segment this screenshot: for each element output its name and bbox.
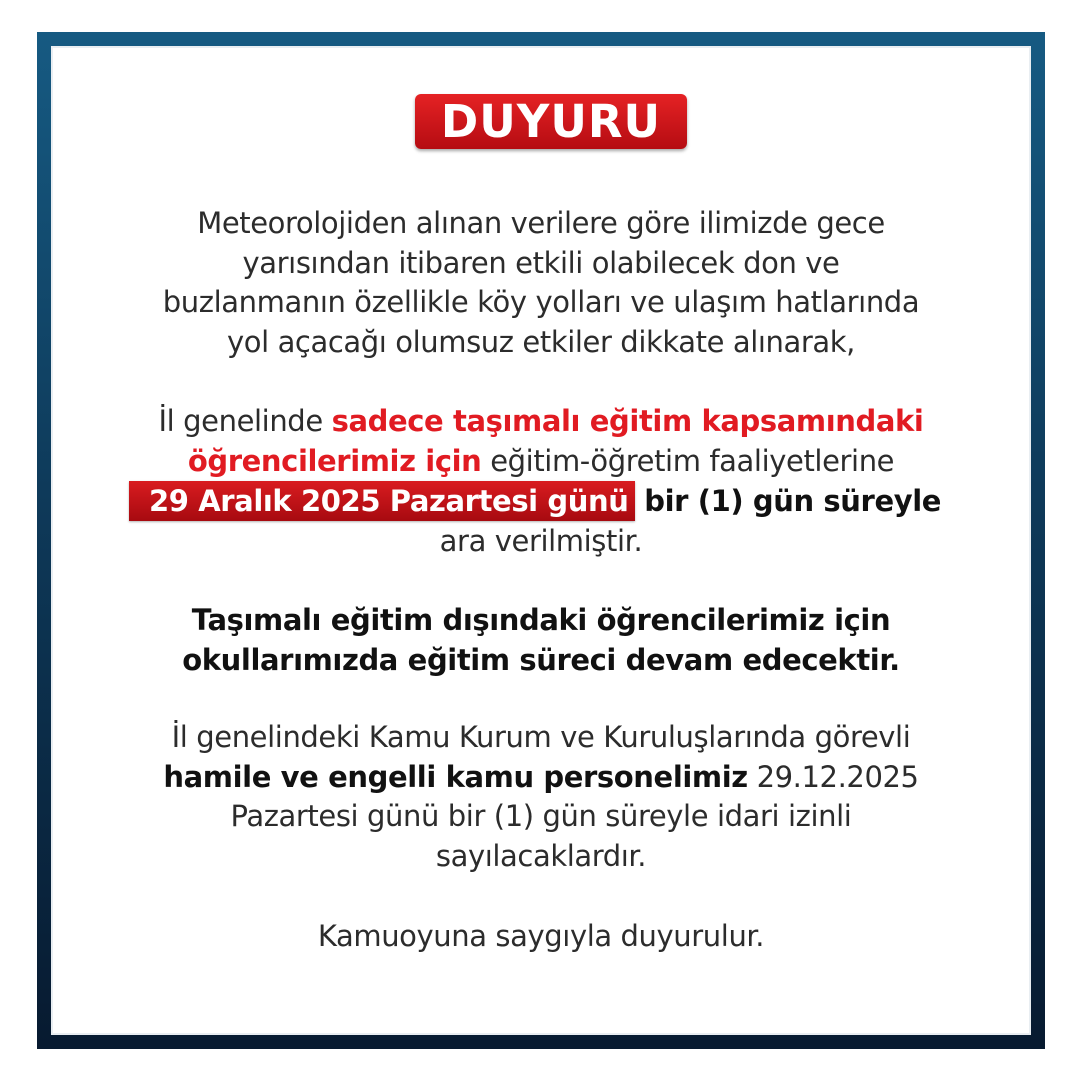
decision-line-1	[81, 402, 1001, 442]
closing-paragraph	[81, 917, 1001, 957]
closing-line: Kamuoyuna saygıyla duyurulur.	[317, 919, 765, 953]
staff-date-text: 29.12.2025	[747, 759, 919, 794]
intro-line-3: buzlanmanın özellikle köy yolları ve ulaşım hatlarında	[162, 285, 920, 319]
continuation-line-1: Taşımalı eğitim dışındaki öğrencilerimiz için	[191, 603, 891, 637]
decision-paragraph	[81, 402, 1001, 561]
intro-paragraph	[81, 204, 1001, 362]
decision-highlight-text-2: öğrencilerimiz için	[187, 443, 482, 478]
decision-highlight-text-1: sadece taşımalı eğitim kapsamındaki	[331, 404, 924, 438]
intro-line-4: yol açacağı olumsuz etkiler dikkate alınarak,	[226, 324, 855, 359]
decision-line-2	[81, 442, 1001, 482]
announcement-frame	[37, 32, 1045, 1049]
announcement-title-badge: DUYURU	[415, 94, 687, 149]
announcement-content	[51, 46, 1031, 1035]
intro-line-2: yarısından itibaren etkili olabilecek don ve	[242, 245, 840, 280]
staff-line-3: Pazartesi günü bir (1) gün süreyle idari izinli	[230, 799, 852, 833]
date-highlight-badge: 29 Aralık 2025 Pazartesi günü	[129, 481, 635, 521]
staff-line-2	[81, 758, 1001, 798]
staff-bold-text: hamile ve engelli kamu personelimiz	[163, 759, 748, 794]
decision-prefix-text: İl genelinde	[158, 404, 332, 438]
staff-line-4: sayılacaklardır.	[435, 838, 647, 873]
decision-line-3	[81, 481, 1001, 522]
announcement-panel	[51, 46, 1031, 1035]
duration-text: bir (1) gün süreyle	[634, 484, 942, 518]
decision-suffix-text: eğitim-öğretim faaliyetlerine	[481, 443, 895, 478]
staff-line-1: İl genelindeki Kamu Kurum ve Kuruluşlarında görevli	[171, 720, 911, 754]
continuation-paragraph	[81, 601, 1001, 680]
staff-leave-paragraph	[81, 718, 1001, 876]
decision-line-4: ara verilmiştir.	[439, 523, 643, 558]
intro-line-1: Meteorolojiden alınan verilere göre ilimizde gece	[197, 206, 885, 240]
continuation-line-2: okullarımızda eğitim süreci devam edecektir.	[182, 642, 900, 677]
